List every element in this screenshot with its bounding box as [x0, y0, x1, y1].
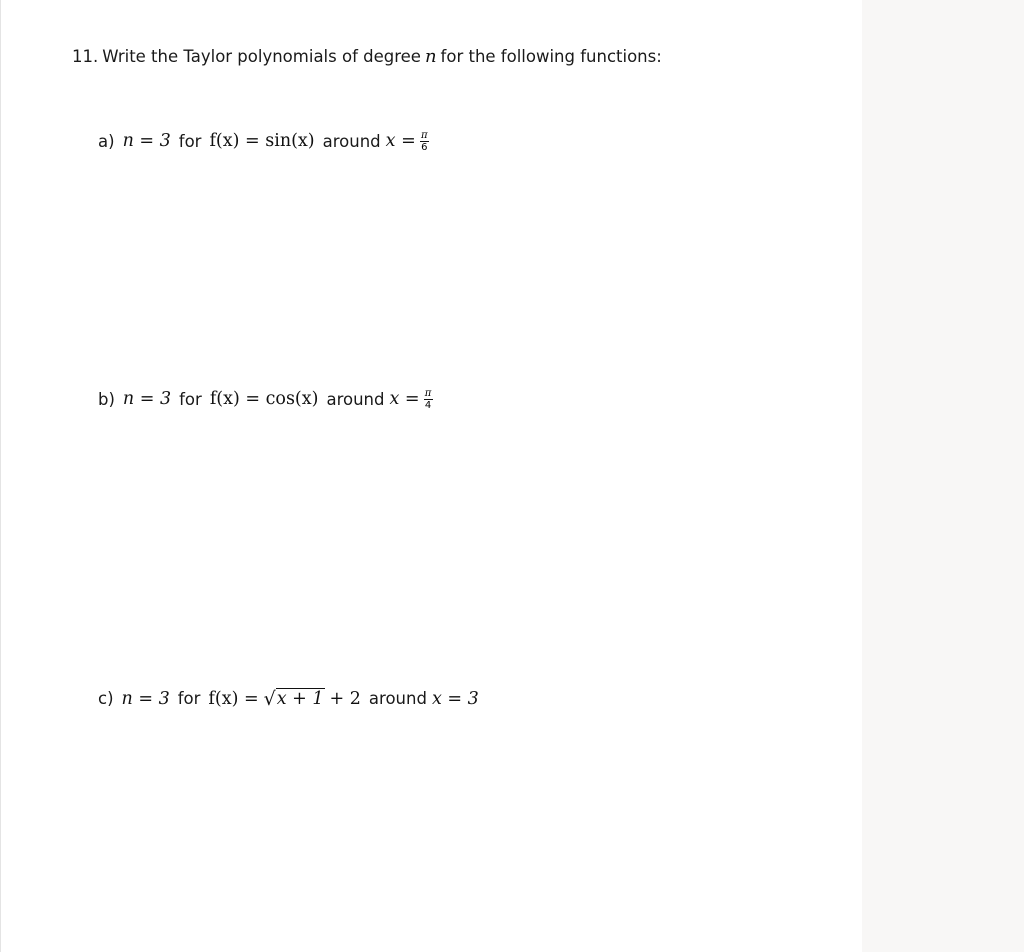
function-equation: f(x) = cos(x) — [209, 389, 319, 409]
function-lhs: f(x) = — [208, 688, 259, 709]
question-number: 11. — [72, 47, 99, 66]
fraction-numerator: π — [424, 388, 432, 399]
part-c — [98, 688, 479, 709]
point-lhs: x = — [389, 389, 420, 409]
for-text: for — [178, 131, 202, 151]
function-tail: + 2 — [329, 688, 361, 709]
expansion-point: x = 3 — [431, 688, 479, 709]
degree-equation: n = 3 — [121, 688, 170, 709]
point-fraction — [420, 131, 429, 153]
fraction-denominator: 4 — [424, 400, 432, 411]
part-a — [98, 130, 429, 152]
radical-sign: √ — [263, 688, 276, 710]
function-equation: f(x) = sin(x) — [209, 131, 315, 151]
for-text: for — [177, 689, 201, 708]
question-heading — [72, 46, 662, 67]
for-text: for — [179, 389, 202, 409]
degree-equation: n = 3 — [122, 131, 171, 151]
around-text: around — [368, 689, 427, 708]
degree-variable: n — [424, 46, 437, 67]
point-lhs: x = — [385, 131, 416, 151]
fraction-numerator: π — [420, 130, 428, 141]
part-label: a) — [98, 131, 115, 151]
square-root — [264, 688, 325, 709]
fraction-denominator: 6 — [421, 142, 428, 153]
part-label: b) — [98, 389, 115, 409]
part-b — [98, 388, 433, 410]
heading-text: Write the Taylor polynomials of degree — [102, 47, 421, 66]
around-text: around — [326, 389, 385, 409]
around-text: around — [322, 131, 381, 151]
radicand: x + 1 — [276, 689, 324, 709]
part-label: c) — [98, 689, 114, 708]
heading-text-end: for the following functions: — [440, 47, 662, 66]
degree-equation: n = 3 — [122, 389, 172, 409]
point-fraction — [424, 389, 433, 411]
